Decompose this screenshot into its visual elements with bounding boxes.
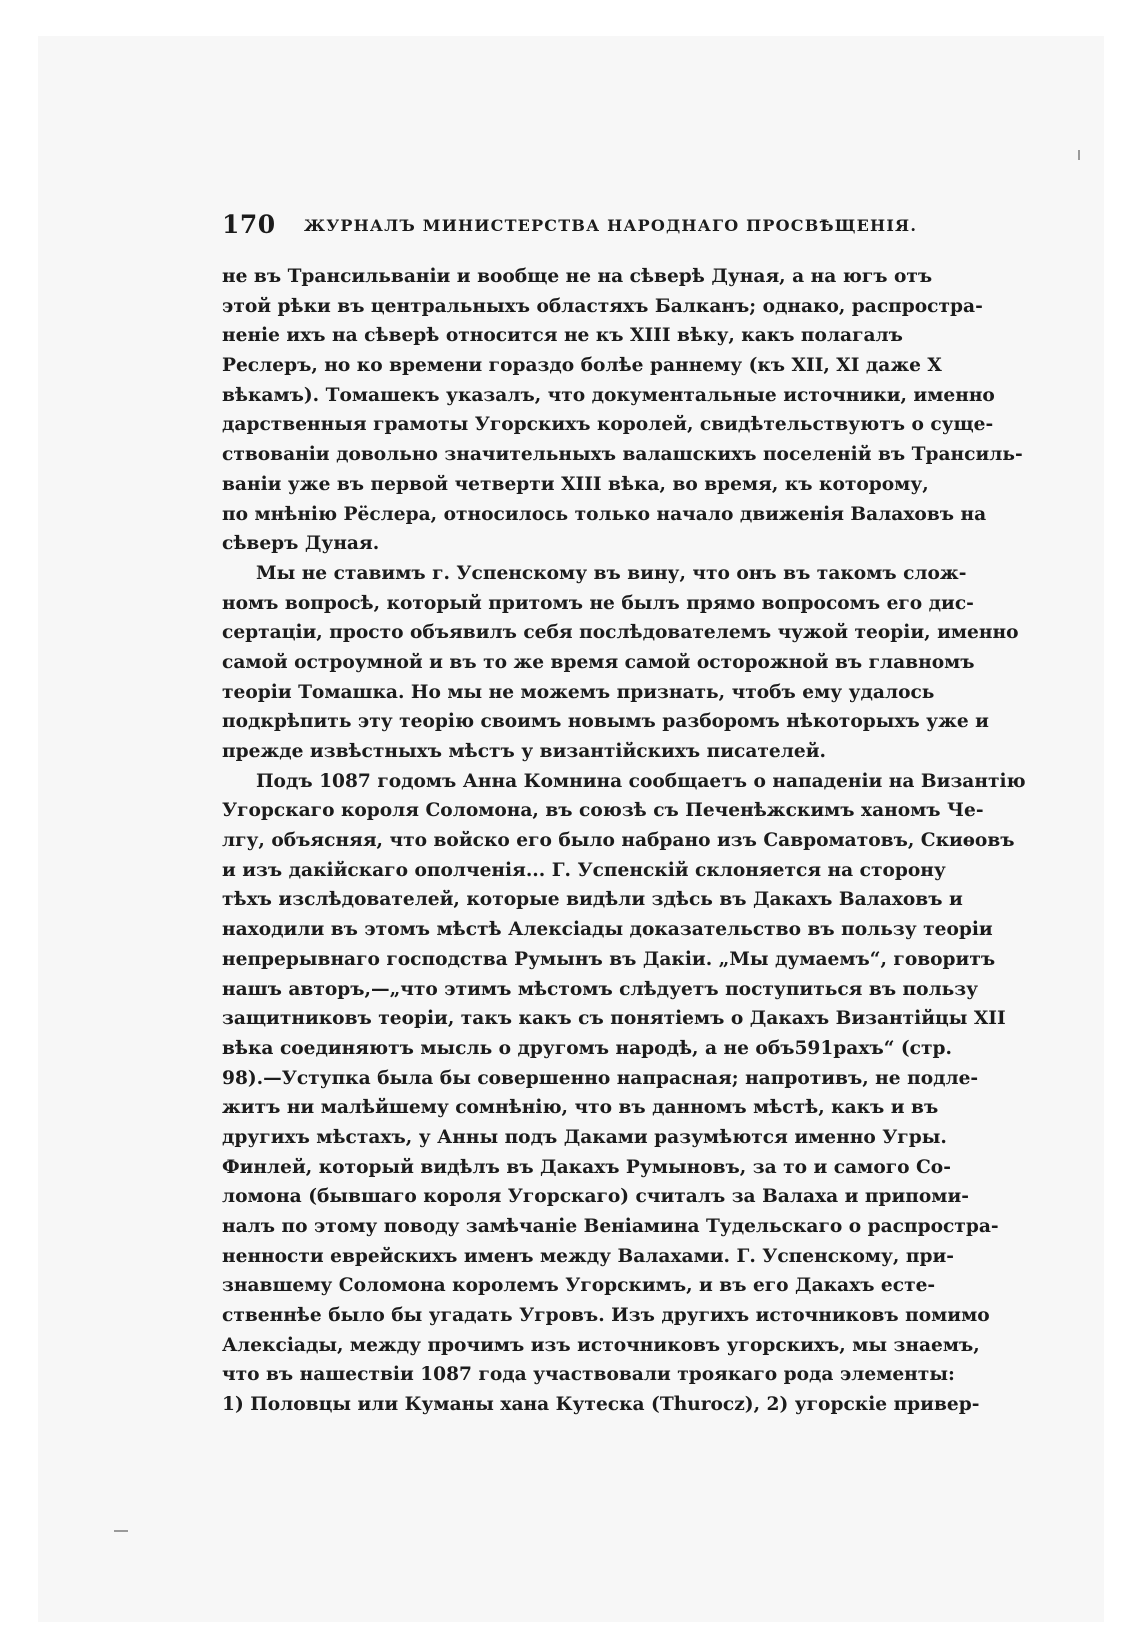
text-line: житъ ни малѣйшему сомнѣнію, что въ данномъ мѣстѣ, какъ и въ [222, 1097, 939, 1119]
text-line: и изъ дакійскаго ополченія... Г. Успенскій склоняется на сторону [222, 859, 946, 881]
text-line: сѣверъ Дуная. [222, 533, 380, 555]
text-line: вѣкамъ). Томашекъ указалъ, что документальные источники, именно [222, 384, 995, 406]
text-line: другихъ мѣстахъ, у Анны подъ Даками разумѣются именно Угры. [222, 1126, 947, 1148]
text-line: Алексіады, между прочимъ изъ источниковъ угорскихъ, мы знаемъ, [222, 1334, 980, 1356]
text-line: находили въ этомъ мѣстѣ Алексіады доказательство въ пользу теоріи [222, 919, 993, 941]
text-line: вѣка соединяютъ мысль о другомъ народѣ, а не объ591рахъ“ (стр. [222, 1037, 952, 1059]
margin-speck [1078, 150, 1080, 160]
text-line: Угорскаго короля Соломона, въ союзѣ съ Печенѣжскимъ ханомъ Че- [222, 800, 984, 822]
text-line: подкрѣпить эту теорію своимъ новымъ разборомъ нѣкоторыхъ уже и [222, 711, 989, 733]
text-line: 98).—Уступка была бы совершенно напрасная; напротивъ, не подле- [222, 1067, 979, 1089]
text-line: 1) Половцы или Куманы хана Кутеска (Thurocz), 2) угорскіе привер- [222, 1394, 980, 1416]
text-line: по мнѣнію Рёслера, относилось только начало движенія Валаховъ на [222, 503, 987, 525]
margin-dash [114, 1530, 128, 1532]
text-line: не въ Трансильваніи и вообще не на сѣверѣ Дуная, а на югъ отъ [222, 266, 933, 287]
text-line: дарственныя грамоты Угорскихъ королей, свидѣтельствуютъ о суще- [222, 414, 994, 436]
running-title: ЖУРНАЛЪ МИНИСТЕРСТВА НАРОДНАГО ПРОСВѢЩЕНІЯ. [304, 216, 918, 235]
text-line: ствованіи довольно значительныхъ валашскихъ поселеній въ Трансиль- [222, 444, 1023, 466]
text-line: самой остроумной и въ то же время самой осторожной въ главномъ [222, 651, 975, 673]
text-line: номъ вопросѣ, который притомъ не былъ прямо вопросомъ его дис- [222, 592, 974, 614]
text-line: что въ нашествіи 1087 года участвовали троякаго рода элементы: [222, 1364, 955, 1386]
text-line: этой рѣки въ центральныхъ областяхъ Балканъ; однако, распростра- [222, 295, 983, 317]
text-line: ваніи уже въ первой четверти XIII вѣка, во время, къ которому, [222, 473, 929, 495]
text-line: нашъ авторъ,—„что этимъ мѣстомъ слѣдуетъ поступиться въ пользу [222, 978, 979, 1000]
text-line: знавшему Соломона королемъ Угорскимъ, и въ его Дакахъ есте- [222, 1275, 936, 1297]
text-line: налъ по этому поводу замѣчаніе Веніамина Тудельскаго о распростра- [222, 1216, 999, 1237]
text-line: тѣхъ изслѣдователей, которые видѣли здѣсь въ Дакахъ Валаховъ и [222, 889, 963, 911]
text-line: лгу, объясняя, что войско его было набрано изъ Савроматовъ, Скиѳовъ [222, 830, 1015, 852]
text-line: ственнѣе было бы угадать Угровъ. Изъ другихъ источниковъ помимо [222, 1305, 990, 1327]
text-line: неніе ихъ на сѣверѣ относится не къ XIII вѣку, какъ полагалъ [222, 325, 903, 347]
body-text [222, 262, 1026, 1420]
journal-page [222, 210, 1026, 1420]
text-line: ломона (бывшаго короля Угорскаго) считалъ за Валаха и припоми- [222, 1186, 969, 1208]
text-line: непрерывнаго господства Румынъ въ Дакіи. „Мы думаемъ“, говоритъ [222, 948, 996, 970]
text-line: защитниковъ теоріи, такъ какъ съ понятіемъ о Дакахъ Византійцы XII [222, 1008, 1006, 1030]
text-line: сертаціи, просто объявилъ себя послѣдователемъ чужой теоріи, именно [222, 622, 1019, 644]
text-line: Мы не ставимъ г. Успенскому въ вину, что онъ въ такомъ слож- [256, 562, 967, 584]
text-line: Реслеръ, но ко времени гораздо болѣе раннему (къ XII, XI даже X [222, 355, 942, 377]
text-line: ненности еврейскихъ именъ между Валахами. Г. Успенскому, при- [222, 1245, 955, 1267]
text-line: прежде извѣстныхъ мѣстъ у византійскихъ писателей. [222, 741, 826, 762]
page-number: 170 [222, 210, 276, 239]
page-header [222, 210, 918, 244]
text-line: теоріи Томашка. Но мы не можемъ признать, чтобъ ему удалось [222, 681, 935, 703]
text-line: Подъ 1087 годомъ Анна Комнина сообщаетъ о нападеніи на Византію [256, 770, 1026, 792]
text-line: Финлей, который видѣлъ въ Дакахъ Румыновъ, за то и самого Со- [222, 1156, 951, 1178]
